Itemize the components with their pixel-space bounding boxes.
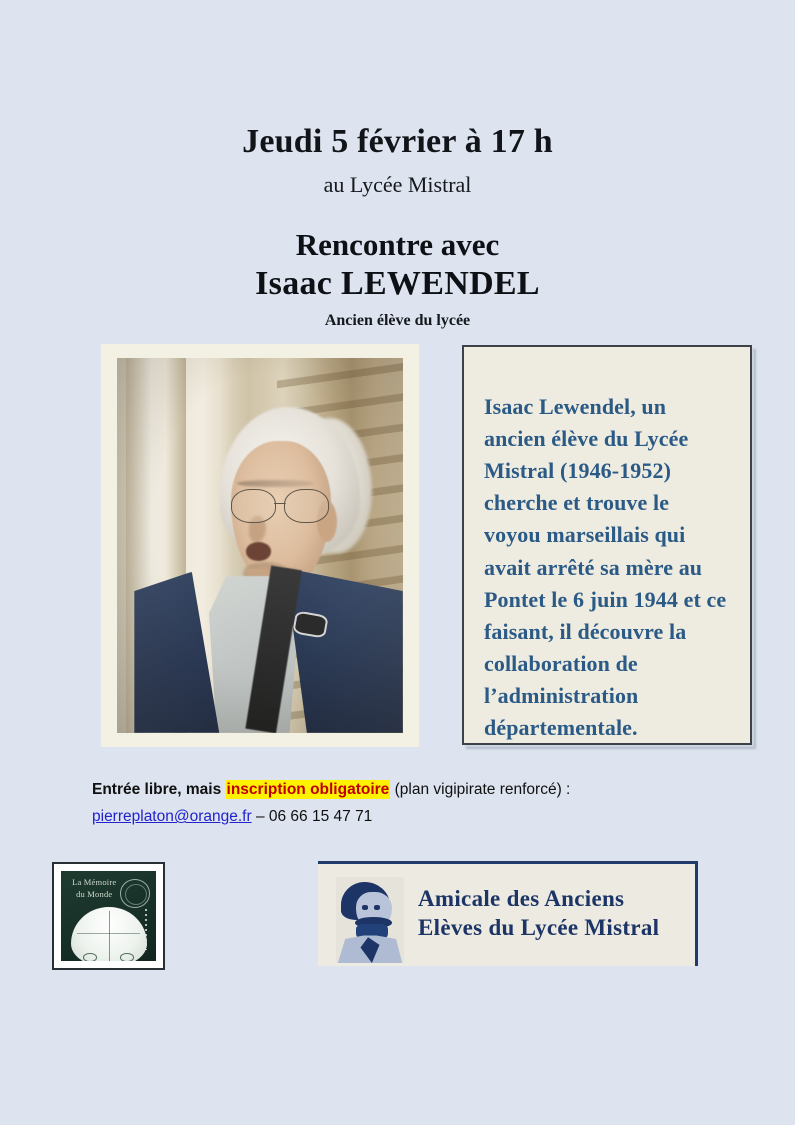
meeting-title: Rencontre avec (295, 226, 500, 262)
book-title-line1: La Mémoire (72, 877, 117, 888)
mistral-eye-left (362, 905, 368, 909)
book-cover-logo (52, 862, 165, 970)
amicale-logo-line1: Amicale des Anciens (418, 886, 625, 911)
registration-notice-suffix: (plan vigipirate renforcé) : (390, 781, 571, 798)
contact-block (92, 778, 732, 829)
registration-notice (92, 778, 732, 801)
speaker-photo-frame (101, 344, 419, 747)
registration-required-highlight: inscription obligatoire (226, 781, 390, 798)
speaker-name: Isaac LEWENDEL (255, 265, 540, 303)
mistral-portrait-icon (336, 877, 404, 963)
book-cover-art (61, 871, 156, 961)
speaker-photo (117, 358, 403, 733)
book-skull-eye-right (120, 953, 133, 961)
amicale-logo-line2: Elèves du Lycée Mistral (418, 915, 660, 941)
amicale-logo-text (418, 884, 659, 943)
contact-phone: 06 66 15 47 71 (268, 808, 373, 826)
event-venue: au Lycée Mistral (323, 171, 472, 197)
contact-separator: – (251, 808, 269, 826)
event-date: Jeudi 5 février à 17 h (242, 123, 553, 160)
book-skull-icon (71, 907, 147, 961)
speaker-subtitle: Ancien élève du lycée (324, 311, 471, 329)
book-skull-eye-left (83, 953, 96, 961)
book-title-line2: du Monde (76, 888, 113, 899)
contact-email-link[interactable]: pierreplaton@orange.fr (92, 808, 252, 826)
contact-details (92, 804, 732, 829)
description-text: Isaac Lewendel, un ancien élève du Lycée Mistral (1946-1952) cherche et trouve le voyou marseillais qui avait arrêté sa mère au Pontet le 6 juin 1944 et ce faisant, il découvre la collaboration de l’administration départementale. (484, 394, 727, 741)
photo-vignette (117, 358, 403, 733)
mistral-eye-right (374, 905, 380, 909)
poster-body (0, 343, 795, 763)
description-box (462, 345, 752, 745)
book-compass-icon (120, 879, 151, 908)
poster-header (0, 0, 795, 329)
amicale-logo (318, 861, 698, 966)
registration-notice-prefix: Entrée libre, mais (92, 781, 226, 798)
book-title (67, 877, 122, 900)
